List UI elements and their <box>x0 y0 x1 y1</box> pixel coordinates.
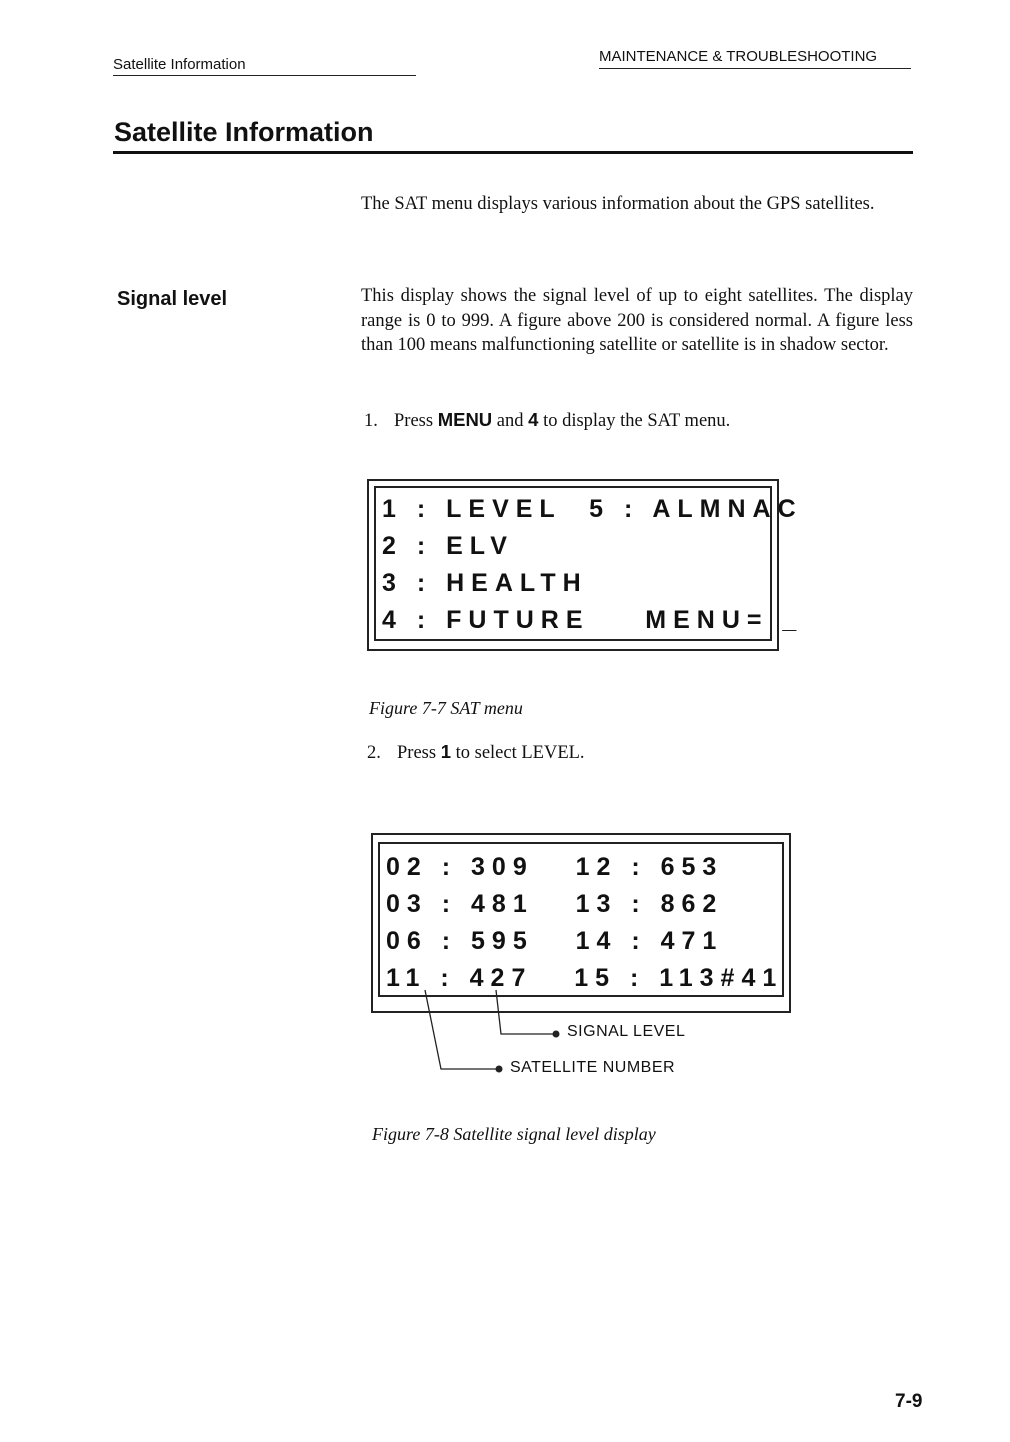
signal-level-line-4: 11 : 427 15 : 113#41 <box>386 964 784 992</box>
signal-level-line-1: 02 : 309 12 : 653 <box>386 853 724 881</box>
satellite-number-callout-label: SATELLITE NUMBER <box>510 1059 676 1076</box>
menu-key: MENU <box>437 409 493 430</box>
signal-level-line-3: 06 : 595 14 : 471 <box>386 927 724 955</box>
step-1-number: 1. <box>364 411 378 431</box>
satellite-number-leader <box>425 990 496 1069</box>
signal-level-leader-dot <box>553 1031 560 1038</box>
step-2-text-before: Press <box>397 743 441 763</box>
running-header-right: MAINTENANCE & TROUBLESHOOTING <box>599 48 878 65</box>
sat-menu-line-3: 3 : HEALTH <box>382 569 588 597</box>
page-number: 7-9 <box>895 1391 923 1412</box>
figure-7-7-caption: Figure 7-7 SAT menu <box>369 698 523 718</box>
satellite-number-leader-dot <box>496 1066 503 1073</box>
intro-paragraph: The SAT menu displays various information about the GPS satellites. <box>361 194 875 214</box>
sat-menu-line-4: 4 : FUTURE MENU= _ <box>382 606 804 634</box>
sat-menu-line-2: 2 : ELV <box>382 532 514 560</box>
figure-7-8-caption: Figure 7-8 Satellite signal level display <box>372 1124 656 1144</box>
step-2-text-after: to select LEVEL. <box>450 743 585 763</box>
key-1: 1 <box>440 741 451 762</box>
signal-level-callout-label: SIGNAL LEVEL <box>567 1023 686 1040</box>
signal-level-line-2: 03 : 481 13 : 862 <box>386 890 724 918</box>
signal-level-paragraph: This display shows the signal level of up to eight satellites. The display range is 0 to 999. A figure above 200 is considered normal. A figure less than 100 means malfunctioning satellite or satellite is in shadow sector. <box>361 286 913 355</box>
running-header-left: Satellite Information <box>113 56 246 73</box>
signal-level-leader <box>496 990 553 1034</box>
key-4: 4 <box>528 409 539 430</box>
section-title: Satellite Information <box>114 117 374 147</box>
signal-level-heading: Signal level <box>117 288 228 310</box>
step-2-number: 2. <box>367 743 381 763</box>
step-1-text-after: to display the SAT menu. <box>538 411 731 431</box>
sat-menu-line-1: 1 : LEVEL 5 : ALMNAC <box>382 495 803 523</box>
step-1-text-mid: and <box>492 411 529 431</box>
step-1-text-before: Press <box>394 411 438 431</box>
